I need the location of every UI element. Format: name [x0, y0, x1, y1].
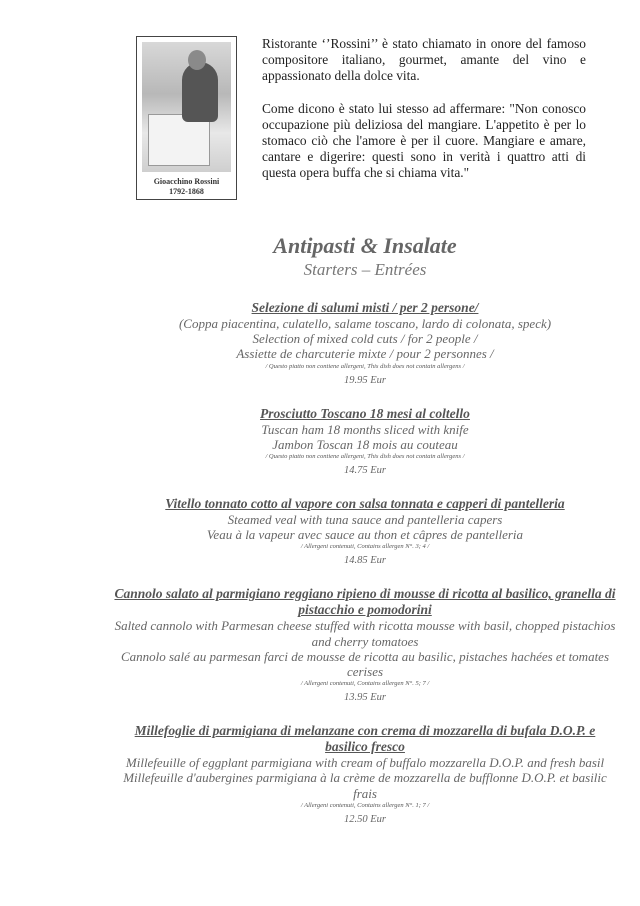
dish-description: Millefeuille of eggplant parmigiana with cream of buffalo mozzarella D.O.P. and fresh basil [125, 755, 605, 771]
dish-description: Selection of mixed cold cuts / for 2 people / [252, 331, 478, 347]
section-title: Antipasti & Insalate [273, 233, 457, 258]
dish-price: 13.95 Eur [344, 692, 386, 704]
dish-allergens: / Allergeni contenuti, Contains allergen N°. 5; 7 / [300, 680, 430, 688]
dish-description: Steamed veal with tuna sauce and pantelleria capers [227, 512, 503, 528]
menu-dish [112, 496, 618, 568]
dish-allergens: / Allergeni contenuti, Contains allergen N°. 1; 7 / [300, 801, 430, 809]
menu-dish [112, 300, 618, 388]
dish-description: (Coppa piacentina, culatello, salame toscano, lardo di colonata, speck) [178, 316, 552, 331]
dish-title: Selezione di salumi misti / per 2 persone/ [251, 300, 479, 315]
dish-title: Prosciutto Toscano 18 mesi al coltello [260, 405, 470, 421]
dish-description: Jambon Toscan 18 mois au couteau [272, 436, 458, 452]
dish-allergens: / Allergeni contenuti, Contains allergen N°. 3; 4 / [300, 543, 430, 551]
dish-allergens: / Questo piatto non contiene allergeni, This dish does not contain allergens / [265, 453, 465, 461]
intro-paragraph: Ristorante ‘’Rossini’’ è stato chiamato in onore del famoso compositore italiano, gourmet, amante del vino e appassionato della dolce vita. [262, 36, 586, 84]
dish-description: Millefeuille d'aubergines parmigiana à la crème de mozzarella de bufflonne D.O.P. et basilic frais [123, 770, 607, 801]
menu-dish [112, 406, 618, 478]
portrait-image [142, 42, 231, 172]
portrait-name: Gioacchino Rossini [153, 177, 220, 186]
dish-allergens: / Questo piatto non contiene allergeni, This dish does not contain allergens / [265, 362, 465, 370]
dish-description: Veau à la vapeur avec sauce au thon et câpres de pantelleria [206, 527, 524, 543]
dish-title: Vitello tonnato cotto al vapore con salsa tonnata e capperi di pantelleria [165, 496, 565, 512]
dish-title: Millefoglie di parmigiana di melanzane con crema di mozzarella di bufala D.O.P. e basilico fresco [134, 723, 596, 755]
menu-dish [112, 586, 618, 705]
menu-section [112, 232, 618, 845]
dish-price: 14.85 Eur [344, 555, 386, 567]
rossini-portrait [136, 36, 237, 200]
dish-description: Salted cannolo with Parmesan cheese stuffed with ricotta mousse with basil, chopped pistachios and cherry tomatoes [114, 618, 616, 649]
intro-text [262, 36, 586, 198]
dish-title: Cannolo salato al parmigiano reggiano ripieno di mousse di ricotta al basilico, granella di pistacchio e pomodorini [114, 586, 616, 618]
portrait-caption [137, 177, 236, 197]
dish-description: Assiette de charcuterie mixte / pour 2 personnes / [236, 346, 494, 362]
dish-description: Cannolo salé au parmesan farci de mousse de ricotta au basilic, pistaches hachées et tomates cerises [120, 648, 610, 680]
intro-paragraph: Come dicono è stato lui stesso ad affermare: "Non conosco occupazione più deliziosa del mangiare. L'appetito è per lo stomaco ciò che l'amore è per il cuore. Mangiare e amare, cantare e digerire: questi sono in verità i quattro atti di questa opera buffa che si chiama vita." [262, 100, 586, 181]
dish-description: Tuscan ham 18 months sliced with knife [261, 421, 469, 437]
menu-dish [112, 723, 618, 827]
dish-price: 12.50 Eur [344, 813, 386, 825]
portrait-years: 1792-1868 [169, 187, 204, 196]
dish-price: 19.95 Eur [344, 374, 386, 386]
section-subtitle: Starters – Entrées [303, 260, 427, 279]
dish-price: 14.75 Eur [344, 465, 386, 477]
